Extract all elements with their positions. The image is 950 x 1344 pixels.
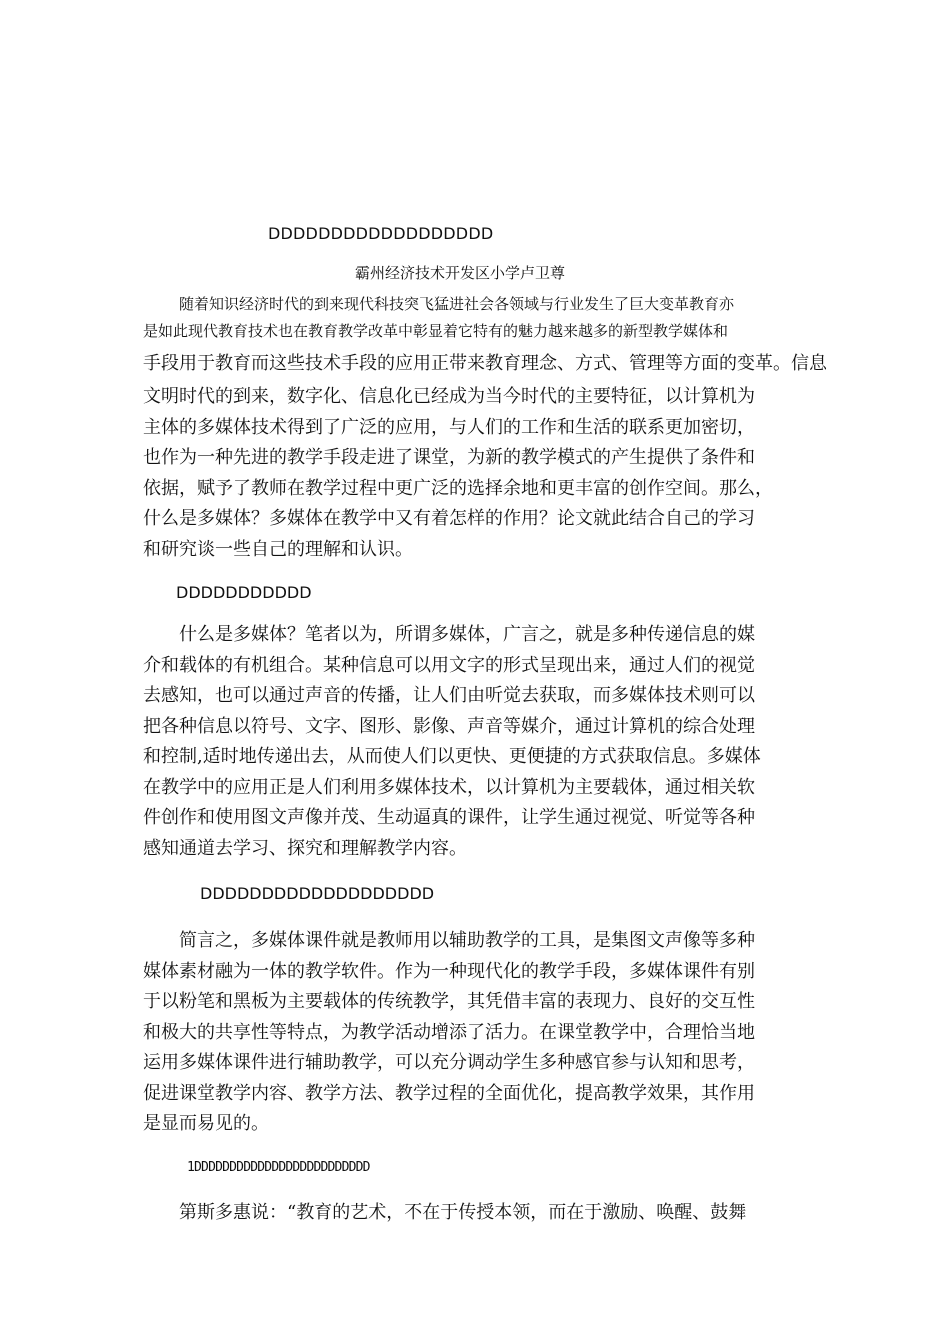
paragraph-line: 依据，赋予了教师在教学过程中更广泛的选择余地和更丰富的创作空间。那么， bbox=[143, 477, 773, 499]
paragraph-line: 是显而易见的。 bbox=[143, 1113, 269, 1134]
paragraph-line: 什么是多媒体？多媒体在教学中又有着怎样的作用？论文就此结合自己的学习 bbox=[143, 508, 755, 529]
paragraph-line: 件创作和使用图文声像并茂、生动逼真的课件，让学生通过视觉、听觉等各种 bbox=[143, 807, 755, 828]
paragraph-line: 介和载体的有机组合。某种信息可以用文字的形式呈现出来，通过人们的视觉 bbox=[143, 654, 755, 676]
paragraph-line: 运用多媒体课件进行辅助教学，可以充分调动学生多种感官参与认知和思考， bbox=[143, 1052, 755, 1073]
author-line: 霸州经济技术开发区小学卢卫尊 bbox=[355, 264, 566, 282]
intro-paragraph bbox=[143, 291, 827, 565]
paragraph-line: 媒体素材融为一体的教学软件。作为一种现代化的教学手段，多媒体课件有别 bbox=[143, 960, 755, 982]
section-heading-3: 1DDDDDDDDDDDDDDDDDDDDDDDDD bbox=[187, 1160, 370, 1175]
paragraph-line: 文明时代的到来，数字化、信息化已经成为当今时代的主要特征，以计算机为 bbox=[143, 386, 755, 407]
paragraph-line: 于以粉笔和黑板为主要载体的传统教学，其凭借丰富的表现力、良好的交互性 bbox=[143, 991, 755, 1012]
paragraph-line: 手段用于教育而这些技术手段的应用正带来教育理念、方式、管理等方面的变革。信息 bbox=[143, 353, 827, 374]
paragraph-line: 什么是多媒体？笔者以为，所谓多媒体，广言之，就是多种传递信息的媒 bbox=[179, 624, 755, 645]
paragraph-line: 是如此现代教育技术也在教育教学改革中彰显着它特有的魅力越来越多的新型教学媒体和 bbox=[143, 322, 729, 340]
paragraph-line: 也作为一种先进的教学手段走进了课堂，为新的教学模式的产生提供了条件和 bbox=[143, 447, 755, 468]
paragraph-line: 和极大的共享性等特点，为教学活动增添了活力。在课堂教学中，合理恰当地 bbox=[143, 1021, 755, 1043]
paragraph-line: 把各种信息以符号、文字、图形、影像、声音等媒介，通过计算机的综合处理 bbox=[143, 715, 755, 737]
section-heading-1: DDDDDDDDDDD bbox=[176, 583, 312, 602]
paragraph-line: 简言之，多媒体课件就是教师用以辅助教学的工具，是集图文声像等多种 bbox=[179, 930, 755, 951]
paragraph-line: 第斯多惠说：“教育的艺术，不在于传授本领，而在于激励、唤醒、鼓舞 bbox=[179, 1202, 747, 1223]
paragraph-line: 和控制,适时地传递出去，从而使人们以更快、更便捷的方式获取信息。多媒体 bbox=[143, 746, 761, 767]
document-title: DDDDDDDDDDDDDDDDDD bbox=[268, 224, 494, 243]
paragraph-line: 去感知，也可以通过声音的传播，让人们由听觉去获取，而多媒体技术则可以 bbox=[143, 685, 755, 706]
section3-paragraph bbox=[143, 1198, 811, 1229]
section1-paragraph bbox=[143, 620, 811, 864]
paragraph-line: 促进课堂教学内容、教学方法、教学过程的全面优化，提高教学效果，其作用 bbox=[143, 1082, 755, 1104]
paragraph-line: 主体的多媒体技术得到了广泛的应用，与人们的工作和生活的联系更加密切， bbox=[143, 416, 755, 438]
paragraph-line: 感知通道去学习、探究和理解教学内容。 bbox=[143, 837, 467, 859]
section-heading-2: DDDDDDDDDDDDDDDDDDD bbox=[200, 884, 435, 903]
paragraph-line: 随着知识经济时代的到来现代科技突飞猛进社会各领域与行业发生了巨大变革教育亦 bbox=[179, 295, 735, 313]
section2-paragraph bbox=[143, 926, 811, 1140]
paragraph-line: 在教学中的应用正是人们利用多媒体技术，以计算机为主要载体，通过相关软 bbox=[143, 776, 755, 798]
paragraph-line: 和研究谈一些自己的理解和认识。 bbox=[143, 538, 413, 560]
